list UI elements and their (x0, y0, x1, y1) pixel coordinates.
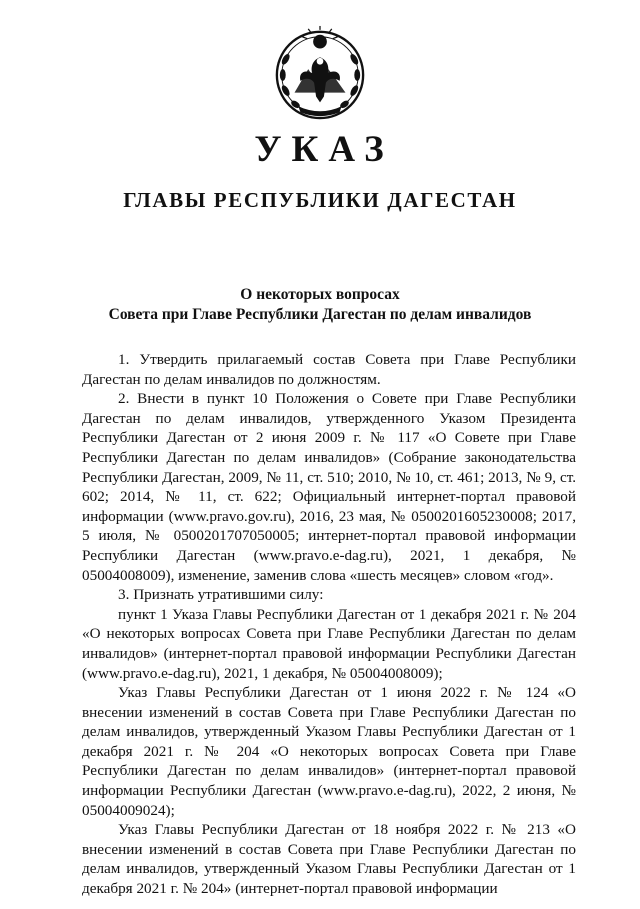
paragraph-2: 2. Внести в пункт 10 Положения о Совете при Главе Республики Дагестан по делам инвалидов, утвержденного Указом Президента Республики Дагестан от 2 июня 2009 г. № 117 «О Совете при Главе Республики Дагестан по делам инвалидов» (Собрание законодательства Республики Дагестан, 2009, № 11, ст. 510; 2010, № 10, ст. 461; 2013, № 9, ст. 602; 2014, № 11, ст. 622; Официальный интернет-портал правовой информации (www.pravo.gov.ru), 2016, 23 мая, № 0500201605230008; 2017, 5 июля, № 0500201707050005; интернет-портал правовой информации Республики Дагестан (www.pravo.e-dag.ru), 2021, 1 декабря, № 05004008009), изменение, заменив слова «шесть месяцев» словом «год». (82, 390, 576, 584)
coat-of-arms-emblem (271, 24, 369, 122)
paragraph-4: пункт 1 Указа Главы Республики Дагестан от 1 декабря 2021 г. № 204 «О некоторых вопросах Совета при Главе Республики Дагестан по делам инвалидов» (интернет-портал правовой информации Республики Дагестан (www.pravo.e-dag.ru), 2021, 1 декабря, № 05004008009); (82, 605, 576, 682)
heading-line-2: Совета при Главе Республики Дагестан по делам инвалидов (108, 306, 532, 323)
paragraph-6: Указ Главы Республики Дагестан от 18 ноября 2022 г. № 213 «О внесении изменений в состав Совета при Главе Республики Дагестан по делам инвалидов, утвержденный Указом Главы Республики Дагестан от 1 декабря 2021 г. № 204» (интернет-портал правовой информации (82, 821, 576, 898)
decree-heading (0, 285, 640, 325)
issuer-subtitle: ГЛАВЫ РЕСПУБЛИКИ ДАГЕСТАН (123, 188, 517, 212)
paragraph-3: 3. Признать утратившими силу: (118, 586, 324, 604)
paragraph-1: 1. Утвердить прилагаемый состав Совета при Главе Республики Дагестан по делам инвалидов по должностям. (82, 351, 576, 388)
heading-line-1: О некоторых вопросах (240, 286, 400, 303)
paragraph-5: Указ Главы Республики Дагестан от 1 июня 2022 г. № 124 «О внесении изменений в состав Совета при Главе Республики Дагестан по делам инвалидов, утвержденный Указом Главы Республики Дагестан от 1 декабря 2021 г. № 204 «О некоторых вопросах Совета при Главе Республики Дагестан по делам инвалидов» (интернет-портал правовой информации Республики Дагестан (www.pravo.e-dag.ru), 2022, 2 июня, № 05004009024); (82, 684, 576, 819)
decree-title: УКАЗ (254, 129, 394, 170)
decree-body (82, 350, 576, 899)
